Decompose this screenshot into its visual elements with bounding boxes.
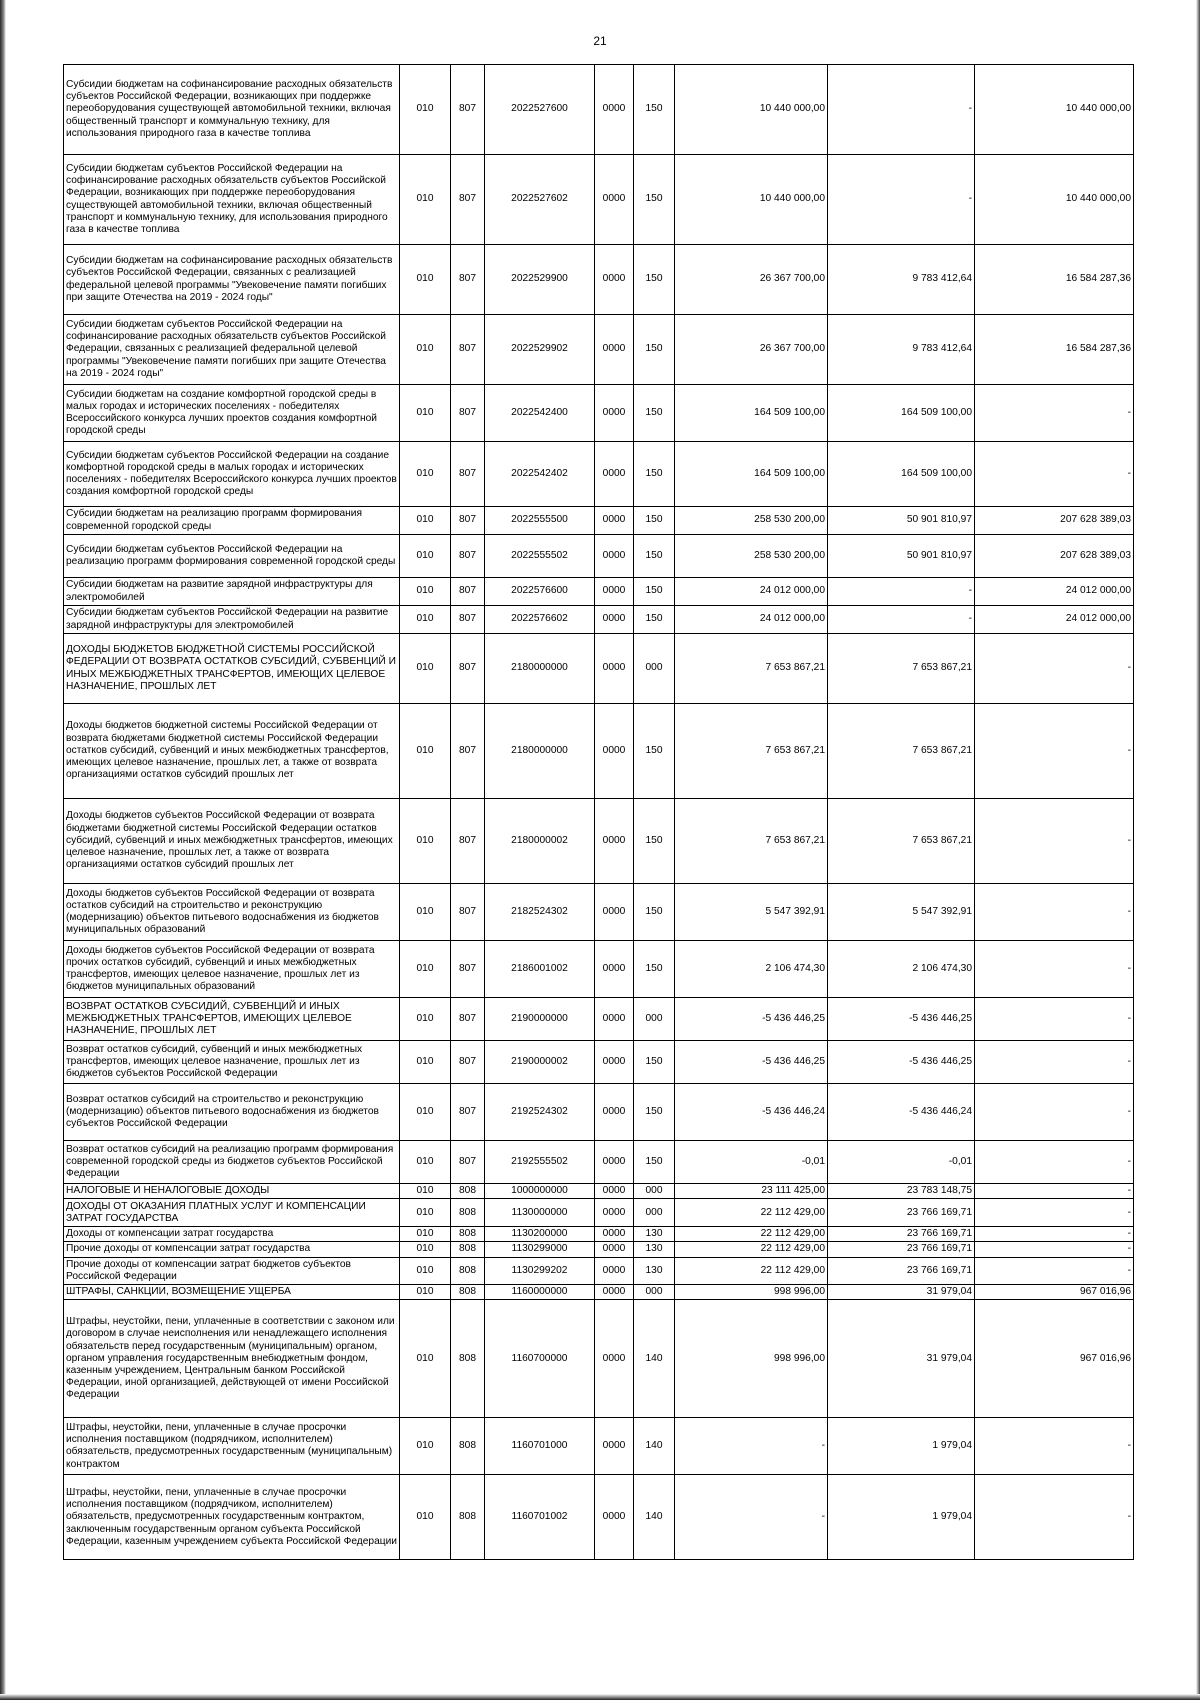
table-row [64,606,1134,634]
row-value-1: 7 653 867,21 [675,634,828,704]
row-value-1: 7 653 867,21 [675,704,828,799]
row-code-4: 0000 [595,507,634,535]
row-value-2: -5 436 446,24 [828,1084,975,1141]
row-code-5: 150 [634,442,675,507]
row-value-2: 164 509 100,00 [828,442,975,507]
row-value-2: 31 979,04 [828,1285,975,1300]
row-code-5: 000 [634,634,675,704]
row-code-1: 010 [400,507,451,535]
row-code-4: 0000 [595,998,634,1041]
row-code-2: 807 [451,155,485,245]
row-code-4: 0000 [595,245,634,315]
row-value-1: 22 112 429,00 [675,1227,828,1242]
row-code-5: 150 [634,704,675,799]
table-row [64,704,1134,799]
row-value-1: 998 996,00 [675,1285,828,1300]
row-name: Доходы бюджетов субъектов Российской Федерации от возврата прочих остатков субсидий, субвенций и иных межбюджетных трансфертов, имеющих целевое назначение, прошлых лет из бюджетов муниципальных образований [64,941,400,998]
row-code-2: 807 [451,65,485,155]
row-value-3: - [975,998,1134,1041]
row-code-5: 150 [634,385,675,442]
row-code-4: 0000 [595,315,634,385]
row-code-5: 140 [634,1475,675,1560]
row-code-4: 0000 [595,1184,634,1199]
row-name: Субсидии бюджетам субъектов Российской Федерации на софинансирование расходных обязательств субъектов Российской Федерации, возникающих при поддержке переоборудования существующей автомобильной техники, включая общественный транспорт и коммунальную технику, для использования природного газа в качестве топлива [64,155,400,245]
row-value-1: -5 436 446,25 [675,1041,828,1084]
row-code-2: 807 [451,507,485,535]
row-code-2: 808 [451,1285,485,1300]
row-value-3: 967 016,96 [975,1300,1134,1418]
row-code-1: 010 [400,245,451,315]
row-code-5: 000 [634,998,675,1041]
table-row [64,1242,1134,1257]
row-code-4: 0000 [595,1285,634,1300]
row-code-1: 010 [400,606,451,634]
row-code-1: 010 [400,385,451,442]
row-code-1: 010 [400,578,451,606]
row-value-1: 10 440 000,00 [675,65,828,155]
row-value-3: - [975,1041,1134,1084]
row-code-4: 0000 [595,65,634,155]
row-code-5: 150 [634,315,675,385]
row-code-5: 140 [634,1300,675,1418]
row-code-1: 010 [400,799,451,884]
row-value-1: - [675,1418,828,1475]
table-row [64,1475,1134,1560]
row-code-4: 0000 [595,578,634,606]
row-value-3: 207 628 389,03 [975,507,1134,535]
row-code-3: 2186001002 [485,941,595,998]
row-value-2: -5 436 446,25 [828,1041,975,1084]
row-value-2: - [828,578,975,606]
row-code-5: 130 [634,1257,675,1284]
row-value-1: 164 509 100,00 [675,385,828,442]
row-value-1: 23 111 425,00 [675,1184,828,1199]
row-code-1: 010 [400,941,451,998]
row-code-2: 807 [451,799,485,884]
row-name: Субсидии бюджетам субъектов Российской Федерации на создание комфортной городской среды в малых городах и исторических поселениях - победителях Всероссийского конкурса лучших проектов создания комфортной городской среды [64,442,400,507]
row-value-2: 23 766 169,71 [828,1242,975,1257]
table-row [64,1418,1134,1475]
row-value-2: 23 766 169,71 [828,1199,975,1227]
row-value-3: - [975,1257,1134,1284]
row-value-3: 10 440 000,00 [975,65,1134,155]
row-code-3: 2192555502 [485,1141,595,1184]
row-value-2: 1 979,04 [828,1418,975,1475]
row-code-3: 2022529902 [485,315,595,385]
table-row [64,1227,1134,1242]
row-name: ШТРАФЫ, САНКЦИИ, ВОЗМЕЩЕНИЕ УЩЕРБА [64,1285,400,1300]
row-name: Субсидии бюджетам на развитие зарядной инфраструктуры для электромобилей [64,578,400,606]
row-value-3: - [975,1227,1134,1242]
row-value-3: - [975,941,1134,998]
row-code-4: 0000 [595,1227,634,1242]
row-code-3: 2022555500 [485,507,595,535]
row-value-3: - [975,799,1134,884]
row-code-5: 150 [634,65,675,155]
row-code-4: 0000 [595,1041,634,1084]
row-code-4: 0000 [595,1141,634,1184]
row-code-1: 010 [400,1084,451,1141]
row-value-2: - [828,65,975,155]
row-value-3: - [975,1242,1134,1257]
row-code-2: 807 [451,1084,485,1141]
row-name: Возврат остатков субсидий на строительство и реконструкцию (модернизацию) объектов питьевого водоснабжения из бюджетов субъектов Российской Федерации [64,1084,400,1141]
row-value-1: 22 112 429,00 [675,1257,828,1284]
row-code-4: 0000 [595,884,634,941]
row-value-2: 5 547 392,91 [828,884,975,941]
row-code-2: 807 [451,245,485,315]
scan-left-edge [0,0,6,1700]
row-code-1: 010 [400,998,451,1041]
scan-right-edge [1196,0,1200,1700]
row-code-5: 150 [634,799,675,884]
row-value-1: 24 012 000,00 [675,606,828,634]
row-code-5: 150 [634,1084,675,1141]
row-value-1: - [675,1475,828,1560]
row-value-2: - [828,155,975,245]
row-code-3: 1160000000 [485,1285,595,1300]
row-code-2: 808 [451,1227,485,1242]
row-code-5: 150 [634,884,675,941]
row-value-3: - [975,1475,1134,1560]
table-row [64,1041,1134,1084]
row-value-3: 207 628 389,03 [975,535,1134,578]
row-code-3: 2180000000 [485,704,595,799]
row-code-4: 0000 [595,1084,634,1141]
row-code-4: 0000 [595,704,634,799]
row-code-3: 1130299202 [485,1257,595,1284]
table-row [64,315,1134,385]
row-code-3: 1160701002 [485,1475,595,1560]
table-row [64,941,1134,998]
row-code-4: 0000 [595,442,634,507]
row-name: Субсидии бюджетам на софинансирование расходных обязательств субъектов Российской Федерации, возникающих при поддержке переоборудования существующей автомобильной техники, включая общественный транспорт и коммунальную технику, для использования природного газа в качестве топлива [64,65,400,155]
row-code-3: 2022529900 [485,245,595,315]
row-code-2: 807 [451,606,485,634]
row-code-5: 150 [634,941,675,998]
row-code-2: 807 [451,941,485,998]
row-code-2: 808 [451,1199,485,1227]
row-code-3: 2022527600 [485,65,595,155]
row-value-1: 10 440 000,00 [675,155,828,245]
row-code-3: 2190000002 [485,1041,595,1084]
row-value-3: - [975,884,1134,941]
table-row [64,507,1134,535]
row-code-4: 0000 [595,799,634,884]
row-code-5: 000 [634,1285,675,1300]
row-value-2: 50 901 810,97 [828,507,975,535]
row-code-2: 807 [451,385,485,442]
row-code-1: 010 [400,535,451,578]
table-row [64,1199,1134,1227]
row-code-1: 010 [400,155,451,245]
row-code-4: 0000 [595,1418,634,1475]
table-row [64,1257,1134,1284]
row-name: Штрафы, неустойки, пени, уплаченные в случае просрочки исполнения поставщиком (подрядчиком, исполнителем) обязательств, предусмотренных государственным контрактом, заключенным государственным органом субъекта Российской Федерации, казенным учреждением субъекта Российской Федерации [64,1475,400,1560]
row-name: Субсидии бюджетам на реализацию программ формирования современной городской среды [64,507,400,535]
row-value-1: 258 530 200,00 [675,535,828,578]
row-code-5: 000 [634,1184,675,1199]
row-name: Возврат остатков субсидий, субвенций и иных межбюджетных трансфертов, имеющих целевое назначение, прошлых лет из бюджетов субъектов Российской Федерации [64,1041,400,1084]
row-value-3: - [975,442,1134,507]
row-code-1: 010 [400,1227,451,1242]
row-code-4: 0000 [595,535,634,578]
row-code-3: 2182524302 [485,884,595,941]
row-value-2: 7 653 867,21 [828,634,975,704]
row-value-1: -5 436 446,25 [675,998,828,1041]
row-code-2: 807 [451,704,485,799]
row-code-2: 807 [451,1041,485,1084]
row-code-5: 150 [634,1041,675,1084]
row-value-2: 50 901 810,97 [828,535,975,578]
row-value-1: 2 106 474,30 [675,941,828,998]
row-code-3: 2180000002 [485,799,595,884]
row-code-2: 807 [451,315,485,385]
row-code-3: 2022542400 [485,385,595,442]
row-code-1: 010 [400,1300,451,1418]
row-code-1: 010 [400,315,451,385]
row-name: Штрафы, неустойки, пени, уплаченные в соответствии с законом или договором в случае неисполнения или ненадлежащего исполнения обязательств перед государственным (муниципальным) органом, органом управления государственным внебюджетным фондом, казенным учреждением, Центральным банком Российской Федерации, иной организацией, действующей от имени Российской Федерации [64,1300,400,1418]
row-name: Возврат остатков субсидий на реализацию программ формирования современной городской среды из бюджетов субъектов Российской Федерации [64,1141,400,1184]
row-code-1: 010 [400,1285,451,1300]
row-code-1: 010 [400,1475,451,1560]
row-code-1: 010 [400,1141,451,1184]
row-code-5: 150 [634,245,675,315]
table-row [64,535,1134,578]
row-code-3: 1000000000 [485,1184,595,1199]
row-code-4: 0000 [595,634,634,704]
row-value-2: 31 979,04 [828,1300,975,1418]
table-row [64,998,1134,1041]
row-value-2: 9 783 412,64 [828,245,975,315]
row-code-4: 0000 [595,941,634,998]
row-code-2: 808 [451,1475,485,1560]
row-code-5: 000 [634,1199,675,1227]
row-code-1: 010 [400,1199,451,1227]
row-name: ДОХОДЫ БЮДЖЕТОВ БЮДЖЕТНОЙ СИСТЕМЫ РОССИЙСКОЙ ФЕДЕРАЦИИ ОТ ВОЗВРАТА ОСТАТКОВ СУБСИДИЙ, СУБВЕНЦИЙ И ИНЫХ МЕЖБЮДЖЕТНЫХ ТРАНСФЕРТОВ, ИМЕЮЩИХ ЦЕЛЕВОЕ НАЗНАЧЕНИЕ, ПРОШЛЫХ ЛЕТ [64,634,400,704]
row-name: Доходы бюджетов субъектов Российской Федерации от возврата бюджетами бюджетной системы Российской Федерации остатков субсидий, субвенций и иных межбюджетных трансфертов, имеющих целевое назначение, прошлых лет, а также от возврата организациями остатков субсидий прошлых лет [64,799,400,884]
row-code-2: 807 [451,634,485,704]
row-value-3: - [975,1141,1134,1184]
row-code-5: 130 [634,1227,675,1242]
row-code-3: 2022576602 [485,606,595,634]
row-value-1: 24 012 000,00 [675,578,828,606]
table-row [64,884,1134,941]
row-value-1: 258 530 200,00 [675,507,828,535]
row-name: Штрафы, неустойки, пени, уплаченные в случае просрочки исполнения поставщиком (подрядчиком, исполнителем) обязательств, предусмотренных государственным (муниципальным) контрактом [64,1418,400,1475]
row-name: Субсидии бюджетам на создание комфортной городской среды в малых городах и исторических поселениях - победителях Всероссийского конкурса лучших проектов создания комфортной городской среды [64,385,400,442]
row-value-2: 7 653 867,21 [828,799,975,884]
row-code-2: 807 [451,1141,485,1184]
row-code-5: 140 [634,1418,675,1475]
row-code-3: 2190000000 [485,998,595,1041]
row-code-4: 0000 [595,1257,634,1284]
row-code-4: 0000 [595,385,634,442]
row-code-3: 1130200000 [485,1227,595,1242]
scan-bottom-edge [0,1694,1200,1700]
row-code-1: 010 [400,1242,451,1257]
row-value-1: 164 509 100,00 [675,442,828,507]
row-code-4: 0000 [595,1242,634,1257]
row-code-3: 1160700000 [485,1300,595,1418]
row-name: НАЛОГОВЫЕ И НЕНАЛОГОВЫЕ ДОХОДЫ [64,1184,400,1199]
row-value-1: 26 367 700,00 [675,315,828,385]
row-name: ВОЗВРАТ ОСТАТКОВ СУБСИДИЙ, СУБВЕНЦИЙ И ИНЫХ МЕЖБЮДЖЕТНЫХ ТРАНСФЕРТОВ, ИМЕЮЩИХ ЦЕЛЕВОЕ НАЗНАЧЕНИЕ, ПРОШЛЫХ ЛЕТ [64,998,400,1041]
row-code-2: 808 [451,1184,485,1199]
table-row [64,385,1134,442]
row-code-3: 2022555502 [485,535,595,578]
row-value-1: 998 996,00 [675,1300,828,1418]
row-name: Прочие доходы от компенсации затрат бюджетов субъектов Российской Федерации [64,1257,400,1284]
row-code-2: 807 [451,884,485,941]
row-value-2: 23 766 169,71 [828,1257,975,1284]
row-value-2: 7 653 867,21 [828,704,975,799]
row-code-1: 010 [400,884,451,941]
row-code-4: 0000 [595,606,634,634]
row-code-2: 808 [451,1418,485,1475]
row-value-2: 23 766 169,71 [828,1227,975,1242]
row-code-5: 150 [634,578,675,606]
row-code-3: 2022576600 [485,578,595,606]
row-value-2: -0,01 [828,1141,975,1184]
row-code-2: 807 [451,442,485,507]
row-name: Доходы бюджетов бюджетной системы Российской Федерации от возврата бюджетами бюджетной системы Российской Федерации остатков субсидий, субвенций и иных межбюджетных трансфертов, имеющих целевое назначение, прошлых лет, а также от возврата организациями остатков субсидий прошлых лет [64,704,400,799]
row-value-2: 1 979,04 [828,1475,975,1560]
table-row [64,578,1134,606]
row-value-3: 16 584 287,36 [975,315,1134,385]
row-code-3: 2022542402 [485,442,595,507]
row-code-5: 150 [634,507,675,535]
row-value-3: - [975,704,1134,799]
row-value-1: -5 436 446,24 [675,1084,828,1141]
row-code-2: 807 [451,578,485,606]
row-code-1: 010 [400,65,451,155]
row-code-4: 0000 [595,155,634,245]
row-value-2: 164 509 100,00 [828,385,975,442]
row-name: Доходы от компенсации затрат государства [64,1227,400,1242]
page-number: 21 [593,34,607,48]
row-value-3: 10 440 000,00 [975,155,1134,245]
row-code-2: 808 [451,1300,485,1418]
row-value-2: - [828,606,975,634]
table-row [64,155,1134,245]
row-value-2: 9 783 412,64 [828,315,975,385]
row-value-2: 2 106 474,30 [828,941,975,998]
row-value-1: 7 653 867,21 [675,799,828,884]
row-value-3: - [975,385,1134,442]
row-code-1: 010 [400,442,451,507]
table-row [64,1141,1134,1184]
row-name: Прочие доходы от компенсации затрат государства [64,1242,400,1257]
row-code-1: 010 [400,704,451,799]
row-code-1: 010 [400,1041,451,1084]
budget-revenue-table [63,64,1134,1560]
row-value-3: 16 584 287,36 [975,245,1134,315]
row-code-3: 1130299000 [485,1242,595,1257]
row-value-3: - [975,1184,1134,1199]
row-name: Доходы бюджетов субъектов Российской Федерации от возврата остатков субсидий на строительство и реконструкцию (модернизацию) объектов питьевого водоснабжения из бюджетов муниципальных образований [64,884,400,941]
row-value-3: 24 012 000,00 [975,606,1134,634]
row-code-2: 807 [451,998,485,1041]
row-value-1: 22 112 429,00 [675,1242,828,1257]
row-name: Субсидии бюджетам субъектов Российской Федерации на реализацию программ формирования современной городской среды [64,535,400,578]
row-code-1: 010 [400,1184,451,1199]
row-code-5: 150 [634,155,675,245]
row-value-1: 5 547 392,91 [675,884,828,941]
row-code-1: 010 [400,634,451,704]
table-row [64,65,1134,155]
row-value-3: - [975,1084,1134,1141]
row-code-3: 2022527602 [485,155,595,245]
table-row [64,634,1134,704]
row-code-2: 808 [451,1257,485,1284]
row-code-3: 2192524302 [485,1084,595,1141]
row-name: Субсидии бюджетам субъектов Российской Федерации на развитие зарядной инфраструктуры для электромобилей [64,606,400,634]
row-value-3: - [975,634,1134,704]
row-value-3: - [975,1418,1134,1475]
row-code-3: 1160701000 [485,1418,595,1475]
row-name: Субсидии бюджетам субъектов Российской Федерации на софинансирование расходных обязательств субъектов Российской Федерации, связанных с реализацией федеральной целевой программы "Увековечение памяти погибших при защите Отечества на 2019 - 2024 годы" [64,315,400,385]
row-value-3: 24 012 000,00 [975,578,1134,606]
row-value-2: -5 436 446,25 [828,998,975,1041]
row-name: Субсидии бюджетам на софинансирование расходных обязательств субъектов Российской Федерации, связанных с реализацией федеральной целевой программы "Увековечение памяти погибших при защите Отечества на 2019 - 2024 годы" [64,245,400,315]
row-code-1: 010 [400,1257,451,1284]
table-row [64,1084,1134,1141]
table-row [64,1300,1134,1418]
row-name: ДОХОДЫ ОТ ОКАЗАНИЯ ПЛАТНЫХ УСЛУГ И КОМПЕНСАЦИИ ЗАТРАТ ГОСУДАРСТВА [64,1199,400,1227]
row-value-3: - [975,1199,1134,1227]
row-value-2: 23 783 148,75 [828,1184,975,1199]
row-code-5: 150 [634,535,675,578]
row-code-3: 1130000000 [485,1199,595,1227]
row-code-5: 150 [634,606,675,634]
row-code-4: 0000 [595,1300,634,1418]
row-code-3: 2180000000 [485,634,595,704]
row-code-5: 130 [634,1242,675,1257]
row-code-2: 808 [451,1242,485,1257]
table-row [64,245,1134,315]
row-code-5: 150 [634,1141,675,1184]
row-value-1: 22 112 429,00 [675,1199,828,1227]
row-code-2: 807 [451,535,485,578]
table-row [64,1184,1134,1199]
row-value-1: -0,01 [675,1141,828,1184]
table-row [64,1285,1134,1300]
table-row [64,799,1134,884]
row-code-4: 0000 [595,1475,634,1560]
row-code-4: 0000 [595,1199,634,1227]
row-code-1: 010 [400,1418,451,1475]
table-row [64,442,1134,507]
row-value-1: 26 367 700,00 [675,245,828,315]
row-value-3: 967 016,96 [975,1285,1134,1300]
